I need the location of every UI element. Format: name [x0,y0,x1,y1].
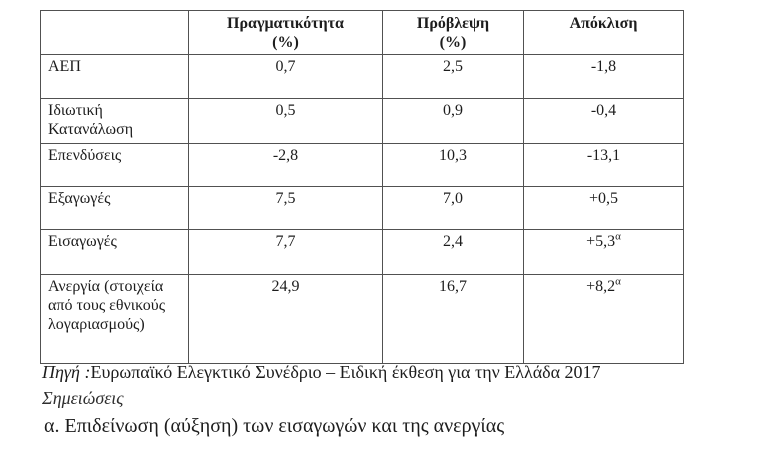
deviation-value [524,230,684,275]
actual-value: -2,8 [189,144,383,187]
actual-value: 7,7 [189,230,383,275]
forecast-value: 2,4 [383,230,524,275]
forecast-vs-actual-table [40,10,684,364]
deviation-number: +0,5 [588,190,619,207]
deviation-value [524,187,684,230]
col-header-title: Απόκλιση [569,15,638,32]
deviation-number: +5,3 [586,233,616,250]
row-label: Εξαγωγές [41,187,189,230]
row-label: Ανεργία (στοιχεία από τους εθνικούς λογαριασμούς) [41,275,189,364]
table-row-gdp [41,55,684,99]
col-header-actual [189,11,383,55]
notes-heading: Σημειώσεις [42,388,124,408]
actual-value: 24,9 [189,275,383,364]
deviation-value [524,275,684,364]
row-label: Εισαγωγές [41,230,189,275]
corner-cell [41,11,189,55]
col-header-title: Πραγματικότητα [227,15,344,32]
col-header-unit: (%) [439,34,467,51]
source-text: Ευρωπαϊκό Ελεγκτικό Συνέδριο – Ειδική έκθεση για την Ελλάδα 2017 [90,362,601,382]
forecast-value: 16,7 [383,275,524,364]
header-row [41,11,684,55]
deviation-number: +8,2 [586,278,616,295]
deviation-number: -13,1 [586,147,621,164]
actual-value: 0,5 [189,99,383,144]
forecast-value: 10,3 [383,144,524,187]
deviation-value [524,55,684,99]
actual-value: 0,7 [189,55,383,99]
actual-value: 7,5 [189,187,383,230]
source-line [42,361,601,383]
table-row-exports [41,187,684,230]
col-header-forecast [383,11,524,55]
table-row-unemployment [41,275,684,364]
col-header-title: Πρόβλεψη [416,15,490,32]
footnote-marker: α [615,230,621,243]
row-label: ΑΕΠ [41,55,189,99]
deviation-number: -1,8 [590,58,617,75]
deviation-number: -0,4 [590,102,617,119]
row-label: Επενδύσεις [41,144,189,187]
col-header-unit: (%) [272,34,299,51]
footnote-marker: α [615,275,621,288]
col-header-deviation [524,11,684,55]
deviation-value [524,144,684,187]
table-row-imports [41,230,684,275]
forecast-value: 7,0 [383,187,524,230]
table-row-investments [41,144,684,187]
deviation-value [524,99,684,144]
table-row-private-consumption [41,99,684,144]
row-label: Ιδιωτική Κατανάλωση [41,99,189,144]
forecast-value: 0,9 [383,99,524,144]
forecast-value: 2,5 [383,55,524,99]
source-label: Πηγή : [42,362,91,382]
footnote-a: α. Επιδείνωση (αύξηση) των εισαγωγών και της ανεργίας [44,415,505,437]
